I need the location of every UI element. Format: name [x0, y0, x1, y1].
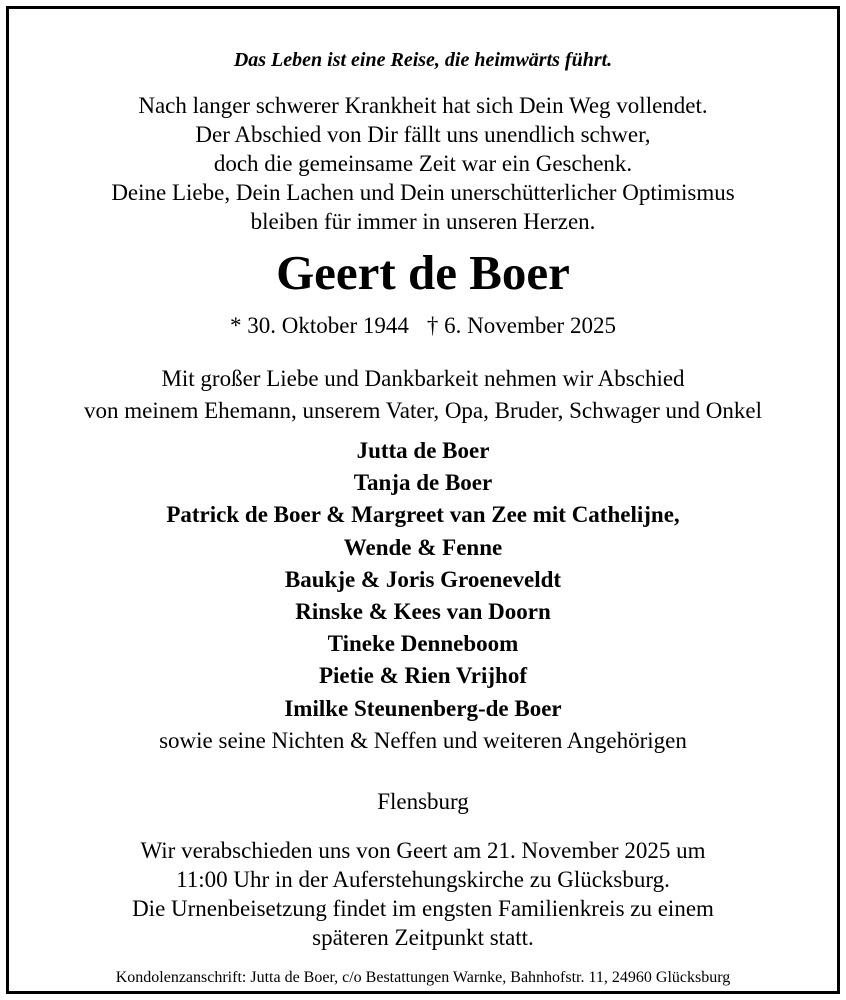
- condolence-address: Kondolenzanschrift: Jutta de Boer, c/o Bestattungen Warnke, Bahnhofstr. 11, 24960 Glücksburg: [115, 969, 731, 986]
- service-line: späteren Zeitpunkt statt.: [312, 925, 534, 950]
- obituary-notice: [6, 6, 840, 994]
- death-date: † 6. November 2025: [426, 313, 616, 338]
- deceased-name: Geert de Boer: [276, 245, 570, 300]
- intro-line: bleiben für immer in unseren Herzen.: [250, 209, 596, 234]
- life-dates: [9, 312, 837, 340]
- birth-date: * 30. Oktober 1944: [230, 313, 409, 338]
- relatives-line: sowie seine Nichten & Neffen und weiteren Angehörigen: [159, 727, 687, 753]
- mourner-name: Baukje & Joris Groeneveldt: [284, 566, 562, 592]
- service-line: 11:00 Uhr in der Auferstehungskirche zu Glücksburg.: [176, 867, 670, 892]
- farewell-text: [9, 363, 837, 427]
- service-info: [9, 836, 837, 952]
- motto: Das Leben ist eine Reise, die heimwärts führt.: [233, 49, 613, 71]
- intro-line: Nach langer schwerer Krankheit hat sich Dein Weg vollendet.: [138, 93, 708, 118]
- mourners-list: [9, 435, 837, 757]
- mourner-name: Imilke Steunenberg-de Boer: [284, 695, 562, 721]
- mourner-name: Rinske & Kees van Doorn: [295, 599, 551, 625]
- mourner-name: Pietie & Rien Vrijhof: [318, 663, 527, 689]
- intro-line: Der Abschied von Dir fällt uns unendlich schwer,: [195, 122, 651, 147]
- intro-line: doch die gemeinsame Zeit war ein Geschenk.: [213, 151, 633, 176]
- intro-text: [9, 91, 837, 236]
- mourner-name: Tanja de Boer: [353, 470, 493, 496]
- mourner-name: Jutta de Boer: [356, 438, 490, 463]
- intro-line: Deine Liebe, Dein Lachen und Dein unerschütterlicher Optimismus: [111, 180, 735, 205]
- mourner-name: Wende & Fenne: [343, 534, 503, 560]
- place: Flensburg: [377, 789, 469, 814]
- farewell-line: von meinem Ehemann, unserem Vater, Opa, Bruder, Schwager und Onkel: [84, 398, 762, 423]
- service-line: Wir verabschieden uns von Geert am 21. November 2025 um: [140, 838, 706, 863]
- mourner-name: Patrick de Boer & Margreet van Zee mit Cathelijne,: [166, 502, 680, 528]
- mourner-name: Tineke Denneboom: [327, 631, 519, 657]
- service-line: Die Urnenbeisetzung findet im engsten Familienkreis zu einem: [132, 896, 714, 921]
- farewell-line: Mit großer Liebe und Dankbarkeit nehmen wir Abschied: [161, 366, 685, 391]
